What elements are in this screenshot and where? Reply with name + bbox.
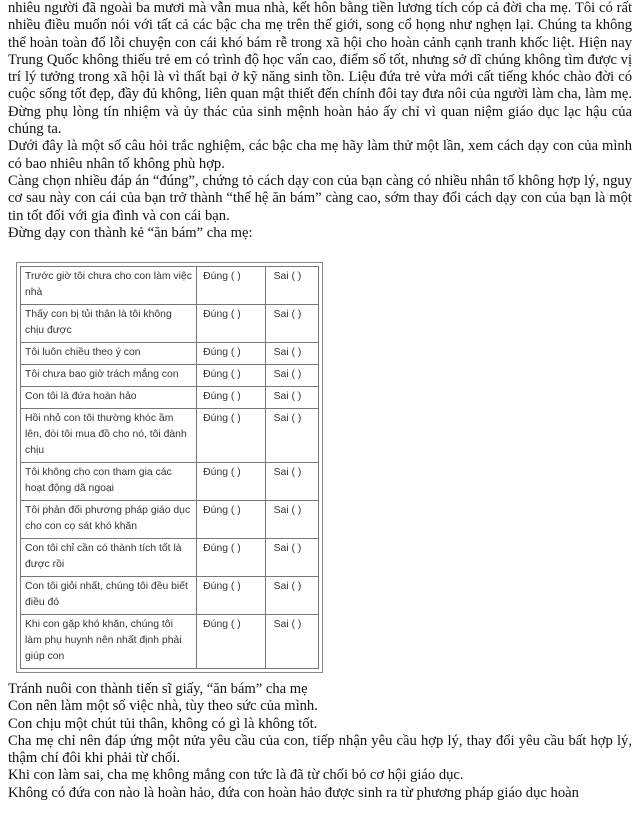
answer-true-option: Đúng ( ) bbox=[197, 463, 265, 501]
quiz-row bbox=[21, 539, 319, 577]
answer-false-option: Sai ( ) bbox=[265, 409, 318, 463]
advice-section bbox=[8, 681, 632, 802]
answer-true-option: Đúng ( ) bbox=[197, 267, 265, 305]
quiz-row bbox=[21, 577, 319, 615]
answer-true-option: Đúng ( ) bbox=[197, 305, 265, 343]
intro-paragraph-1: nhiêu người đã ngoài ba mươi mà vẫn mua nhà, kết hôn bằng tiền lương tích cóp cả đời cha mẹ. Tôi có rất nhiều điều muốn nói với tất cả các bậc cha mẹ trên thế giới, song cổ họng như nghẹn lại. Chúng ta không thể hoàn toàn đổ lỗi chuyện con cái khó bám rễ trong xã hội cho hoàn cảnh cạnh tranh khốc liệt. Hiện nay Trung Quốc không thiếu trẻ em có trình độ học vấn cao, điểm số tốt, nhưng sở dĩ chúng không tìm được vị trí lý tưởng trong xã hội là vì thất bại ở kỹ năng sinh tồn. Liệu đứa trẻ vừa mới cất tiếng khóc chào đời có cuộc sống tốt đẹp, đầy đủ không, liên quan mật thiết đến chính đôi tay đưa nôi của người làm cha, làm mẹ. Đừng phụ lòng tín nhiệm và ủy thác của sinh mệnh hoàn hảo ấy chỉ vì quan niệm giáo dục lạc hậu của chúng ta. bbox=[8, 0, 632, 138]
intro-paragraph-3: Càng chọn nhiều đáp án “đúng”, chứng tỏ cách dạy con của bạn càng có nhiều nhân tố không hợp lý, nguy cơ sau này con cái của bạn trở thành “thế hệ ăn bám” càng cao, sớm thay đổi cách dạy con của bạn là một tin tốt đối với gia đình và con cái bạn. bbox=[8, 172, 632, 224]
answer-true-option: Đúng ( ) bbox=[197, 387, 265, 409]
advice-heading: Tránh nuôi con thành tiến sĩ giấy, “ăn bám” cha mẹ bbox=[8, 681, 308, 697]
quiz-question-cell: Khi con gặp khó khăn, chúng tôi làm phụ huynh nên nhất định phải giúp con bbox=[21, 615, 197, 669]
quiz-row bbox=[21, 343, 319, 365]
quiz-question-cell: Tôi chưa bao giờ trách mắng con bbox=[21, 365, 197, 387]
intro-paragraph-2: Dưới đây là một số câu hỏi trắc nghiệm, các bậc cha mẹ hãy làm thử một lần, xem cách dạy con của mình có bao nhiêu nhân tố không phù hợp. bbox=[8, 138, 632, 172]
quiz-row bbox=[21, 387, 319, 409]
answer-false-option: Sai ( ) bbox=[265, 501, 318, 539]
quiz-table bbox=[20, 266, 319, 669]
advice-line-2: Con chịu một chút tủi thân, không có gì là không tốt. bbox=[8, 715, 318, 732]
answer-false-option: Sai ( ) bbox=[265, 615, 318, 669]
answer-false-option: Sai ( ) bbox=[265, 539, 318, 577]
quiz-row bbox=[21, 463, 319, 501]
quiz-row bbox=[21, 615, 319, 669]
quiz-question-cell: Tôi phản đối phương pháp giáo dục cho con cọ sát khó khăn bbox=[21, 501, 197, 539]
quiz-row bbox=[21, 305, 319, 343]
answer-false-option: Sai ( ) bbox=[265, 387, 318, 409]
advice-line-1: Con nên làm một số việc nhà, tùy theo sức của mình. bbox=[8, 698, 318, 715]
answer-false-option: Sai ( ) bbox=[265, 463, 318, 501]
answer-false-option: Sai ( ) bbox=[265, 577, 318, 615]
quiz-question-cell: Con tôi chỉ cần có thành tích tốt là được rồi bbox=[21, 539, 197, 577]
quiz-question-cell: Con tôi giỏi nhất, chúng tôi đều biết điều đó bbox=[21, 577, 197, 615]
answer-false-option: Sai ( ) bbox=[265, 343, 318, 365]
answer-true-option: Đúng ( ) bbox=[197, 409, 265, 463]
quiz-row bbox=[21, 409, 319, 463]
answer-true-option: Đúng ( ) bbox=[197, 577, 265, 615]
quiz-row bbox=[21, 267, 319, 305]
answer-false-option: Sai ( ) bbox=[265, 365, 318, 387]
answer-false-option: Sai ( ) bbox=[265, 267, 318, 305]
quiz-table-frame bbox=[16, 262, 323, 673]
quiz-question-cell: Hồi nhỏ con tôi thường khóc ầm lên, đòi tôi mua đồ cho nó, tôi đành chịu bbox=[21, 409, 197, 463]
answer-true-option: Đúng ( ) bbox=[197, 343, 265, 365]
advice-line-4: Khi con làm sai, cha mẹ không mắng con tức là đã từ chối bỏ cơ hội giáo dục. bbox=[8, 767, 464, 784]
answer-true-option: Đúng ( ) bbox=[197, 615, 265, 669]
answer-true-option: Đúng ( ) bbox=[197, 539, 265, 577]
answer-true-option: Đúng ( ) bbox=[197, 365, 265, 387]
quiz-question-cell: Tôi không cho con tham gia các hoạt động dã ngoại bbox=[21, 463, 197, 501]
quiz-question-cell: Thấy con bị tủi thân là tôi không chịu được bbox=[21, 305, 197, 343]
quiz-row bbox=[21, 365, 319, 387]
quiz-question-cell: Trước giờ tôi chưa cho con làm việc nhà bbox=[21, 267, 197, 305]
quiz-question-cell: Con tôi là đứa hoàn hảo bbox=[21, 387, 197, 409]
quiz-table-body bbox=[21, 267, 319, 669]
quiz-row bbox=[21, 501, 319, 539]
answer-false-option: Sai ( ) bbox=[265, 305, 318, 343]
intro-section bbox=[8, 0, 632, 242]
advice-line-5: Không có đứa con nào là hoàn hảo, đứa con hoàn hảo được sinh ra từ phương pháp giáo dục hoàn bbox=[8, 784, 579, 801]
quiz-question-cell: Tôi luôn chiều theo ý con bbox=[21, 343, 197, 365]
quiz-heading: Đừng dạy con thành kẻ “ăn bám” cha mẹ: bbox=[8, 224, 253, 241]
answer-true-option: Đúng ( ) bbox=[197, 501, 265, 539]
advice-line-3: Cha mẹ chỉ nên đáp ứng một nửa yêu cầu của con, tiếp nhận yêu cầu hợp lý, thay đổi yêu cầu bất hợp lý, thậm chí đôi khi phải từ chối. bbox=[8, 732, 632, 767]
